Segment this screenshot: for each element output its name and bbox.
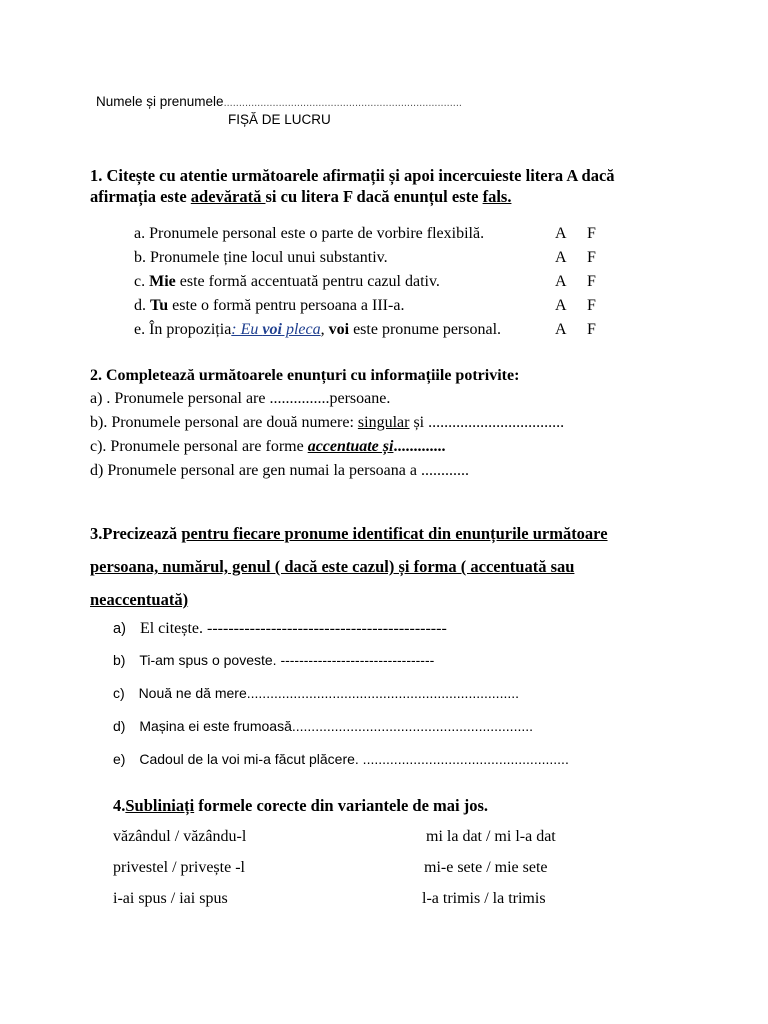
- name-label: Numele și prenumele: [96, 94, 224, 109]
- item-content: Nouă ne dă mere......................................................................: [138, 685, 520, 701]
- ex2-item-d[interactable]: d) Pronumele personal are gen numai la persoana a ............: [90, 462, 469, 479]
- ex1-false-word: fals.: [482, 187, 512, 206]
- example-pronoun: voi: [262, 321, 282, 338]
- ex3-item-a[interactable]: [113, 620, 447, 638]
- item-label: d.: [134, 297, 150, 314]
- example-sentence-end: pleca: [281, 321, 321, 338]
- ex1-true-word: adevărată: [190, 187, 266, 206]
- item-text: [140, 621, 447, 637]
- ex1-item-b: b. Pronumele ține locul unui substantiv.: [134, 249, 388, 266]
- ex4-left-option[interactable]: văzândul / văzându-l: [113, 828, 247, 845]
- ex4-text: formele corecte din variantele de mai jos.: [194, 796, 489, 815]
- option-a[interactable]: A: [555, 249, 567, 266]
- ex1-instruction-line1: 1. Citește cu atentie următoarele afirmații și apoi incercuieste litera A dacă: [90, 166, 615, 185]
- pronoun-tu: Tu: [150, 297, 169, 314]
- item-text: este pronume personal.: [349, 321, 502, 338]
- ex4-heading: [113, 796, 488, 816]
- ex1-item-d: [134, 297, 404, 315]
- ex3-item-c[interactable]: [113, 685, 519, 701]
- ex3-underlined: pentru fiecare pronume identificat din enunțurile următoare: [181, 524, 608, 543]
- item-label: c.: [134, 273, 150, 290]
- item-content: El citește. ---------------------------------------------: [139, 620, 447, 637]
- pronoun-voi: voi: [328, 321, 350, 338]
- name-line: [96, 94, 462, 109]
- ex4-right-option[interactable]: mi-e sete / mie sete: [424, 859, 548, 876]
- item-text: este formă accentuată pentru cazul dativ.: [175, 273, 440, 290]
- ex1-item-c: [134, 273, 440, 291]
- pronoun-mie: Mie: [149, 273, 176, 290]
- option-a[interactable]: A: [555, 273, 567, 290]
- page-title: FIȘĂ DE LUCRU: [228, 112, 331, 127]
- option-f[interactable]: F: [587, 225, 596, 242]
- ex2-item-c[interactable]: [90, 438, 445, 456]
- item-content: Mașina ei este frumoasă..............................................................: [139, 718, 534, 734]
- option-f[interactable]: F: [587, 297, 596, 314]
- ex4-left-option[interactable]: privestel / privește -l: [113, 859, 245, 876]
- ex3-item-e[interactable]: [113, 751, 569, 767]
- ex3-heading-line2: persoana, numărul, genul ( dacă este cazul) și forma ( accentuată sau: [90, 557, 575, 576]
- ex1-instruction-line2: [90, 187, 511, 207]
- singular-word: singular: [357, 414, 410, 431]
- item-content: Cadoul de la voi mi-a făcut plăcere. .....................................................: [139, 751, 569, 767]
- option-a[interactable]: A: [555, 321, 567, 338]
- item-text: b). Pronumele personal are două numere:: [90, 414, 358, 431]
- ex3-heading-line1: [90, 524, 608, 544]
- ex3-text: 3.Precizează: [90, 524, 182, 543]
- name-dots: ..............................................................................: [223, 97, 462, 109]
- accented-word: accentuate și: [307, 438, 394, 455]
- item-label: c): [113, 685, 125, 701]
- ex4-right-option[interactable]: mi la dat / mi l-a dat: [426, 828, 556, 845]
- ex4-verb: Subliniați: [125, 796, 195, 815]
- item-label: b): [113, 652, 126, 668]
- option-a[interactable]: A: [555, 297, 567, 314]
- item-label: e): [113, 751, 126, 767]
- ex1-item-e: [134, 321, 501, 339]
- ex2-item-b[interactable]: [90, 414, 564, 432]
- ex4-left-option[interactable]: i-ai spus / iai spus: [113, 890, 228, 907]
- ex3-item-b[interactable]: [113, 652, 434, 668]
- example-sentence: : Eu: [231, 321, 263, 338]
- item-blank: și ..................................: [409, 414, 565, 431]
- item-label: d): [113, 718, 126, 734]
- item-content: Ti-am spus o poveste. ---------------------------------: [139, 652, 435, 668]
- ex1-text: si cu litera F dacă enunțul este: [265, 187, 483, 206]
- item-text: ,: [320, 321, 329, 338]
- ex4-number: 4.: [113, 796, 126, 815]
- item-label: a): [113, 621, 126, 637]
- option-f[interactable]: F: [587, 249, 596, 266]
- option-f[interactable]: F: [587, 273, 596, 290]
- ex1-text: afirmația este: [90, 187, 191, 206]
- ex3-item-d[interactable]: [113, 718, 533, 734]
- item-text: este o formă pentru persoana a III-a.: [168, 297, 405, 314]
- ex2-heading: 2. Completează următoarele enunțuri cu informațiile potrivite:: [90, 367, 520, 384]
- ex2-item-a[interactable]: a) . Pronumele personal are ...............persoane.: [90, 390, 391, 407]
- item-text: e. În propoziția: [134, 321, 232, 338]
- option-f[interactable]: F: [587, 321, 596, 338]
- option-a[interactable]: A: [555, 225, 567, 242]
- item-blank: .............: [393, 438, 446, 455]
- ex4-right-option[interactable]: l-a trimis / la trimis: [422, 890, 546, 907]
- ex3-heading-line3: neaccentuată): [90, 590, 189, 609]
- ex1-item-a: a. Pronumele personal este o parte de vorbire flexibilă.: [134, 225, 485, 242]
- item-text: c). Pronumele personal are forme: [90, 438, 308, 455]
